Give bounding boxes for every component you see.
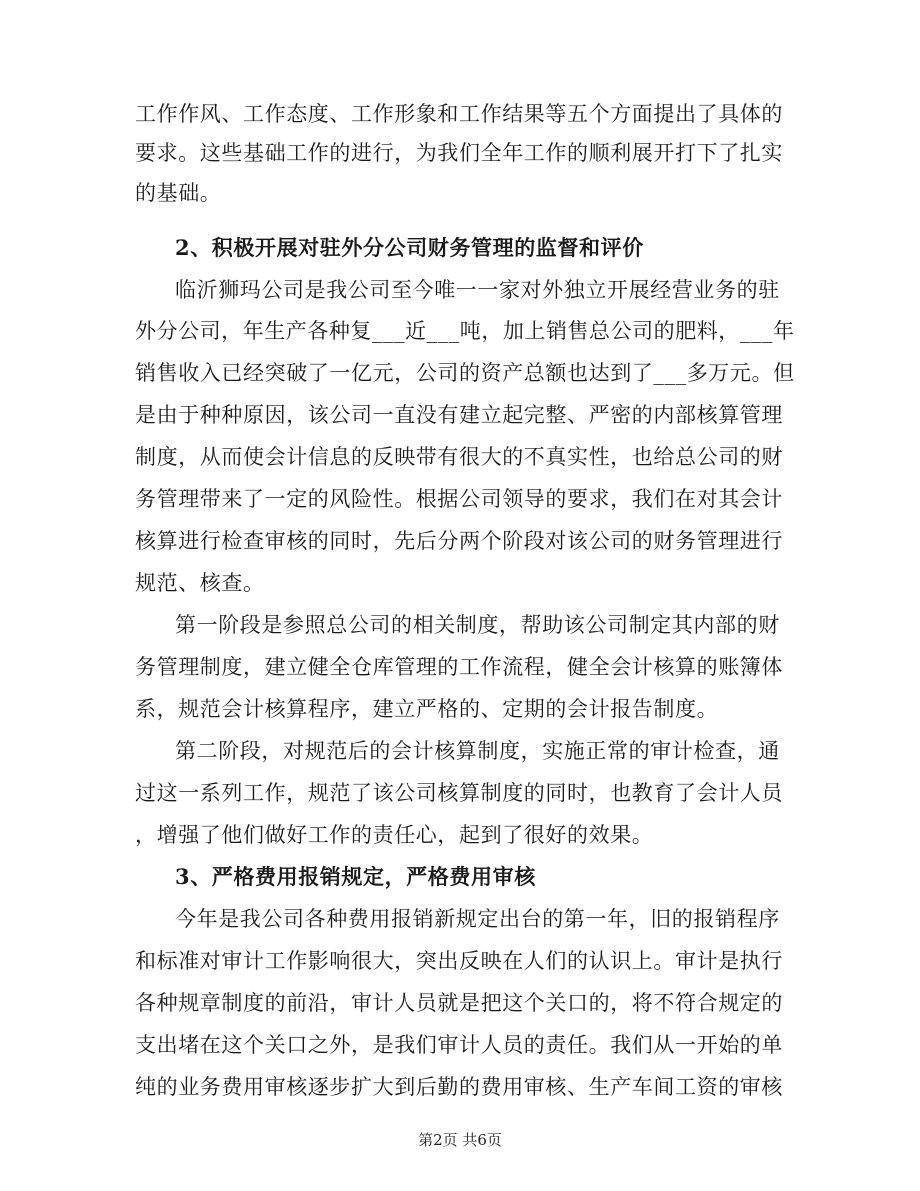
- text-line: 务管理制度，建立健全仓库管理的工作流程，健全会计核算的账簿体: [135, 655, 783, 679]
- text-line: 和标准对审计工作影响很大，突出反映在人们的认识上。审计是执行: [135, 949, 783, 973]
- section-heading: 3、严格费用报销规定，严格费用审核: [175, 864, 536, 889]
- text-line: 临沂狮玛公司是我公司至今唯一一家对外独立开展经营业务的驻: [175, 278, 780, 302]
- text-line: 是由于种种原因，该公司一直没有建立起完整、严密的内部核算管理: [135, 403, 783, 427]
- text-line: 过这一系列工作，规范了该公司核算制度的同时，也教育了会计人员: [135, 781, 783, 805]
- text-line: 支出堵在这个关口之外，是我们审计人员的责任。我们从一开始的单: [135, 1033, 783, 1057]
- text-line: 纯的业务费用审核逐步扩大到后勤的费用审核、生产车间工资的审核: [135, 1075, 783, 1099]
- text-line: 工作作风、工作态度、工作形象和工作结果等五个方面提出了具体的: [135, 102, 783, 126]
- section-heading: 2、积极开展对驻外分公司财务管理的监督和评价: [175, 235, 644, 260]
- text-line: 销售收入已经突破了一亿元，公司的资产总额也达到了___多万元。但: [135, 361, 795, 385]
- text-line: 第一阶段是参照总公司的相关制度，帮助该公司制定其内部的财: [175, 613, 780, 637]
- text-line: 规范、核查。: [135, 571, 265, 595]
- text-line: 各种规章制度的前沿，审计人员就是把这个关口的，将不符合规定的: [135, 991, 783, 1015]
- text-line: 第二阶段，对规范后的会计核算制度，实施正常的审计检查，通: [175, 739, 780, 763]
- text-line: 制度，从而使会计信息的反映带有很大的不真实性，也给总公司的财: [135, 445, 783, 469]
- text-line: 要求。这些基础工作的进行，为我们全年工作的顺利展开打下了扎实: [135, 141, 783, 165]
- text-line: 今年是我公司各种费用报销新规定出台的第一年，旧的报销程序: [175, 907, 780, 931]
- text-line: 系，规范会计核算程序，建立严格的、定期的会计报告制度。: [135, 697, 719, 721]
- text-line: 外分公司，年生产各种复___近___吨，加上销售总公司的肥料，___年: [135, 319, 795, 343]
- text-line: ，增强了他们做好工作的责任心，起到了很好的效果。: [135, 823, 654, 847]
- text-line: 核算进行检查审核的同时，先后分两个阶段对该公司的财务管理进行: [135, 529, 783, 553]
- page-number: 第2页 共6页: [418, 1131, 502, 1149]
- text-line: 务管理带来了一定的风险性。根据公司领导的要求，我们在对其会计: [135, 487, 783, 511]
- text-line: 的基础。: [135, 181, 222, 205]
